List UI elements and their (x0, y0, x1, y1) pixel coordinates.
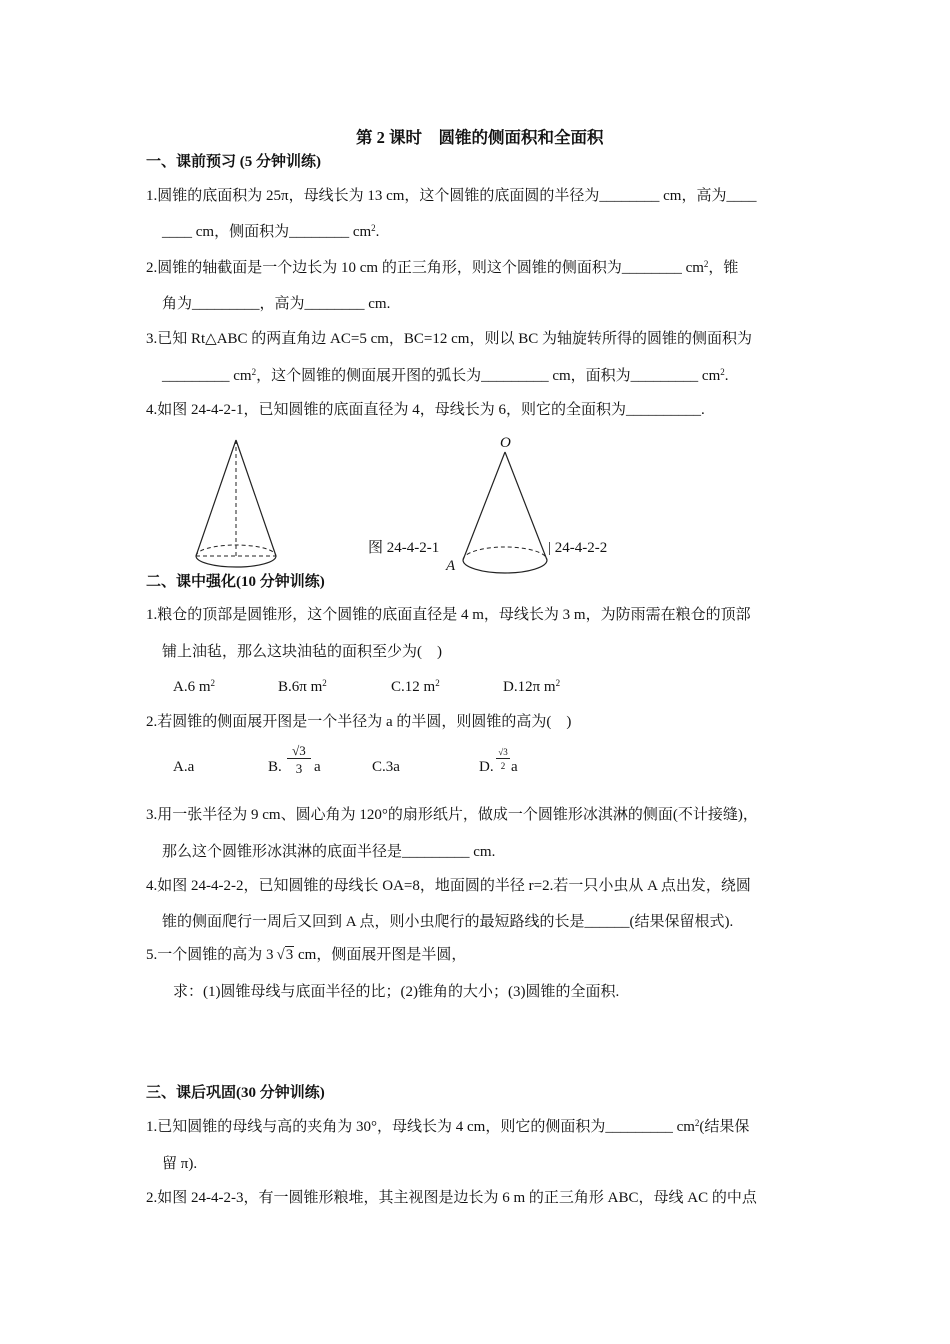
label-o: O (500, 435, 511, 451)
q1-option-d: D.12π $m^2$ (503, 678, 561, 695)
preview-q1-line2: ____ cm，侧面积为________ $cm^2$. (162, 223, 380, 240)
preview-q4: 4.如图 24-4-2-1，已知圆锥的底面直径为 4，母线长为 6，则它的全面积为__________. (146, 402, 705, 418)
q2-option-b-var: a (314, 759, 321, 775)
figure-caption-1: 图 24-4-2-1 (368, 540, 440, 556)
in-class-q1-line2: 铺上油毡，那么这块油毡的面积至少为( ) (162, 644, 442, 660)
in-class-q3-line1: 3.用一张半径为 9 cm、圆心角为 120°的扇形纸片，做成一个圆锥形冰淇淋的侧面(不计接缝)， (146, 807, 758, 823)
section-heading-preview: 一、课前预习 (5 分钟训练) (146, 154, 321, 170)
in-class-q4-line2: 锥的侧面爬行一周后又回到 A 点，则小虫爬行的最短路线的长是______(结果保留根式). (162, 914, 734, 930)
fraction-numerator: √3 (287, 744, 311, 759)
in-class-q5-line2: 求：(1)圆锥母线与底面半径的比；(2)锥角的大小；(3)圆锥的全面积. (173, 984, 620, 1000)
fraction-denominator: 3 (295, 761, 303, 776)
label-a: A (446, 558, 456, 574)
sqrt-symbol: √ (276, 947, 285, 963)
q2-option-a: A.a (173, 759, 195, 775)
q2-option-c: C.3a (372, 759, 400, 775)
q2-option-b-label: B. (268, 759, 282, 775)
q2-option-d-var: a (511, 759, 518, 775)
preview-q3-line2: _________ $cm^2$，这个圆锥的侧面展开图的弧长为_________ cm，面积为_________ $cm^2$. (162, 367, 729, 384)
in-class-q5-line1: 5.一个圆锥的高为 3 √3 cm，侧面展开图是半圆， (146, 947, 467, 963)
fraction-numerator: √3 (496, 747, 510, 759)
q2-option-b-fraction (287, 744, 311, 776)
figure-caption-2: | 24-4-2-2 (548, 540, 608, 556)
q1-option-c: C.12 $m^2$ (391, 678, 440, 695)
in-class-q1-line1: 1.粮仓的顶部是圆锥形，这个圆锥的底面直径是 4 m，母线长为 3 m，为防雨需在粮仓的顶部 (146, 607, 751, 623)
page-title: 第 2 课时 圆锥的侧面积和全面积 (356, 128, 604, 147)
in-class-q3-line2: 那么这个圆锥形冰淇淋的底面半径是_________ cm. (162, 844, 496, 860)
in-class-q2-line1: 2.若圆锥的侧面展开图是一个半径为 a 的半圆，则圆锥的高为( ) (146, 714, 572, 730)
preview-q2-line2: 角为_________，高为________ cm. (162, 296, 391, 312)
section-heading-after-class: 三、课后巩固(30 分钟训练) (146, 1085, 325, 1101)
after-class-q1-line1: 1.已知圆锥的母线与高的夹角为 30°，母线长为 4 cm，则它的侧面积为_________ $cm^2$(结果保 (146, 1118, 750, 1135)
q1-option-a: A.6 $m^2$ (173, 678, 215, 695)
preview-q3-line1: 3.已知 Rt△ABC 的两直角边 AC=5 cm，BC=12 cm，则以 BC 为轴旋转所得的圆锥的侧面积为 (146, 331, 752, 347)
fraction-denominator: 2 (500, 761, 506, 771)
preview-q1-line1: 1.圆锥的底面积为 25π，母线长为 13 cm，这个圆锥的底面圆的半径为________ cm，高为____ (146, 188, 757, 204)
after-class-q2-line1: 2.如图 24-4-2-3，有一圆锥形粮堆，其主视图是边长为 6 m 的正三角形 ABC，母线 AC 的中点 (146, 1190, 757, 1206)
q2-option-d-fraction (496, 747, 510, 772)
cone-figure-1 (190, 434, 282, 582)
section-heading-in-class: 二、课中强化(10 分钟训练) (146, 574, 325, 590)
cone-figure-2 (455, 448, 555, 586)
q1-option-b: B.6π $m^2$ (278, 678, 327, 695)
in-class-q4-line1: 4.如图 24-4-2-2，已知圆锥的母线长 OA=8，地面圆的半径 r=2.若一只小虫从 A 点出发，绕圆 (146, 878, 751, 894)
q2-option-d-label: D. (479, 759, 494, 775)
after-class-q1-line2: 留 π). (162, 1156, 198, 1172)
preview-q2-line1: 2.圆锥的轴截面是一个边长为 10 cm 的正三角形，则这个圆锥的侧面积为________ $cm^2$，锥 (146, 259, 739, 276)
